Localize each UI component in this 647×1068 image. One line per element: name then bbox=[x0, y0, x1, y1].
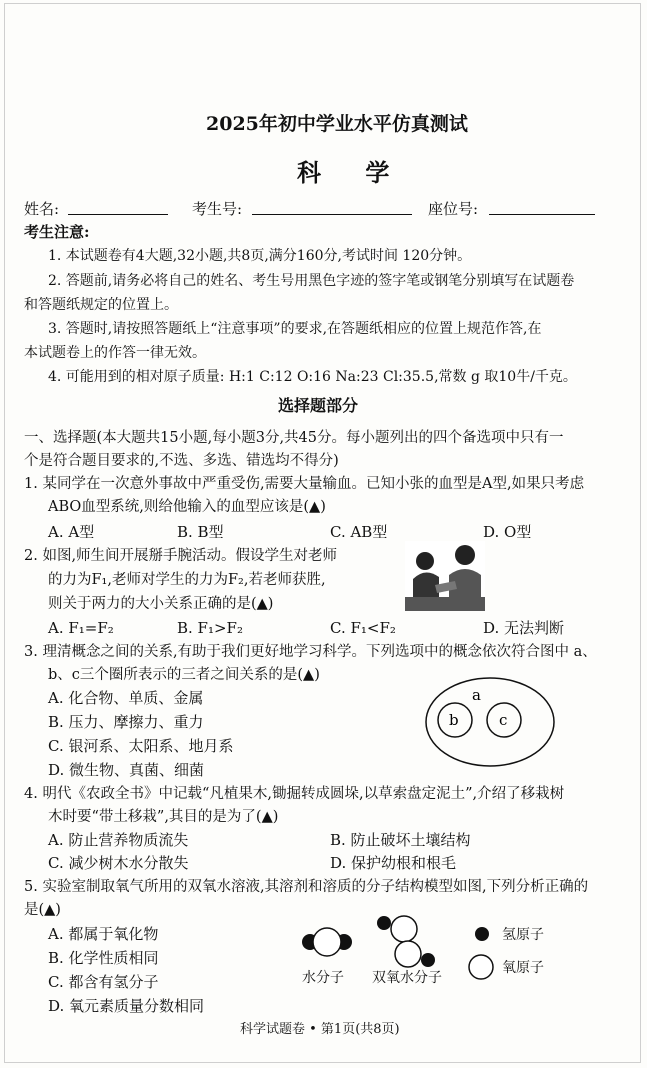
q4-option-d: D. 保护幼根和根毛 bbox=[330, 854, 457, 872]
concept-circle-diagram bbox=[424, 676, 556, 768]
q2-line-2: 的力为F₁,老师对学生的力为F₂,若老师获胜, bbox=[48, 572, 326, 588]
notice-line-3: 和答题纸规定的位置上。 bbox=[24, 297, 178, 313]
q3-line-2: b、c三个圈所表示的三者之间关系的是(▲) bbox=[48, 667, 320, 683]
q2-line-1: 2. 如图,师生间开展掰手腕活动。假设学生对老师 bbox=[24, 548, 338, 564]
arm-wrestling-image bbox=[405, 541, 485, 611]
q3-option-c: C. 银河系、太阳系、地月系 bbox=[48, 737, 234, 755]
q4-line-1: 4. 明代《农政全书》中记载“凡植果木,锄掘转成圆垛,以草索盘定泥土”,介绍了移栽树 bbox=[24, 786, 565, 802]
seat-label: 座位号: bbox=[428, 200, 479, 218]
part1-line-1: 一、选择题(本大题共15小题,每小题3分,共45分。每小题列出的四个备选项中只有一 bbox=[24, 430, 564, 446]
oxygen-atom bbox=[391, 916, 417, 942]
q5-option-c: C. 都含有氢分子 bbox=[48, 973, 159, 991]
page-footer: 科学试题卷 • 第1页(共8页) bbox=[240, 1022, 400, 1037]
hydrogen-atom bbox=[421, 953, 435, 967]
hydrogen-legend-label: 氢原子 bbox=[502, 927, 544, 943]
q1-line-2: ABO血型系统,则给他输入的血型应该是(▲) bbox=[48, 499, 326, 515]
circle-a bbox=[426, 678, 554, 766]
name-label: 姓名: bbox=[24, 200, 60, 218]
q3-line-1: 3. 理清概念之间的关系,有助于我们更好地学习科学。下列选项中的概念依次符合图中 a、 bbox=[24, 644, 597, 660]
seat-blank bbox=[489, 214, 595, 215]
hydrogen-peroxide-model bbox=[374, 912, 444, 972]
q5-option-a: A. 都属于氧化物 bbox=[48, 925, 159, 943]
h2o2-molecule-label: 双氧水分子 bbox=[372, 970, 442, 986]
q1-option-d: D. O型 bbox=[483, 523, 532, 541]
notice-line-1: 1. 本试题卷有4大题,32小题,共8页,满分160分,考试时间 120分钟。 bbox=[48, 248, 472, 264]
exam-no-label: 考生号: bbox=[192, 200, 243, 218]
q2-option-a: A. F₁=F₂ bbox=[48, 619, 114, 637]
q2-option-c: C. F₁<F₂ bbox=[330, 619, 396, 637]
q3-option-a: A. 化合物、单质、金属 bbox=[48, 689, 204, 707]
subject-title: 科 学 bbox=[297, 158, 408, 187]
part1-line-2: 个是符合题目要求的,不选、多选、错选均不得分) bbox=[24, 453, 339, 469]
q3-option-b: B. 压力、摩擦力、重力 bbox=[48, 713, 204, 731]
q2-option-b: B. F₁>F₂ bbox=[177, 619, 243, 637]
q1-option-b: B. B型 bbox=[177, 523, 224, 541]
exam-title: 2025年初中学业水平仿真测试 bbox=[206, 113, 468, 135]
notice-line-4: 3. 答题时,请按照答题纸上“注意事项”的要求,在答题纸相应的位置上规范作答,在 bbox=[48, 321, 542, 337]
notice-line-2: 2. 答题前,请务必将自己的姓名、考生号用黑色字迹的签字笔或钢笔分别填写在试题卷 bbox=[48, 273, 575, 289]
hydrogen-atom bbox=[377, 916, 391, 930]
oxygen-atom bbox=[313, 928, 341, 956]
q5-line-1: 5. 实验室制取氧气所用的双氧水溶液,其溶剂和溶质的分子结构模型如图,下列分析正确的 bbox=[24, 879, 589, 895]
q5-option-d: D. 氧元素质量分数相同 bbox=[48, 997, 205, 1015]
q1-option-c: C. AB型 bbox=[330, 523, 388, 541]
oxygen-legend-icon bbox=[466, 952, 496, 982]
q1-line-1: 1. 某同学在一次意外事故中严重受伤,需要大量输血。已知小张的血型是A型,如果只考虑 bbox=[24, 476, 585, 492]
water-molecule-label: 水分子 bbox=[302, 970, 344, 986]
q2-line-3: 则关于两力的大小关系正确的是(▲) bbox=[48, 596, 274, 612]
q4-option-b: B. 防止破坏土壤结构 bbox=[330, 831, 471, 849]
label-a: a bbox=[472, 686, 481, 704]
q5-option-b: B. 化学性质相同 bbox=[48, 949, 159, 967]
q4-option-a: A. 防止营养物质流失 bbox=[48, 831, 189, 849]
notice-heading: 考生注意: bbox=[24, 223, 90, 241]
water-molecule-model bbox=[298, 914, 358, 964]
oxygen-legend-label: 氧原子 bbox=[502, 960, 544, 976]
notice-line-5: 本试题卷上的作答一律无效。 bbox=[24, 345, 206, 361]
label-b: b bbox=[449, 711, 459, 729]
q5-line-2: 是(▲) bbox=[24, 902, 61, 918]
section-title: 选择题部分 bbox=[278, 396, 359, 415]
name-blank bbox=[68, 214, 168, 215]
hydrogen-legend-icon bbox=[472, 924, 492, 944]
label-c: c bbox=[499, 711, 508, 729]
q1-option-a: A. A型 bbox=[48, 523, 95, 541]
q4-line-2: 木时要“带土移栽”,其目的是为了(▲) bbox=[48, 809, 279, 825]
oxygen-atom bbox=[395, 941, 421, 967]
q2-option-d: D. 无法判断 bbox=[483, 619, 565, 637]
q4-option-c: C. 减少树木水分散失 bbox=[48, 854, 189, 872]
notice-line-6: 4. 可能用到的相对原子质量: H:1 C:12 O:16 Na:23 Cl:35.5,常数 g 取10牛/千克。 bbox=[48, 369, 577, 385]
exam-no-blank bbox=[252, 214, 412, 215]
q3-option-d: D. 微生物、真菌、细菌 bbox=[48, 761, 205, 779]
